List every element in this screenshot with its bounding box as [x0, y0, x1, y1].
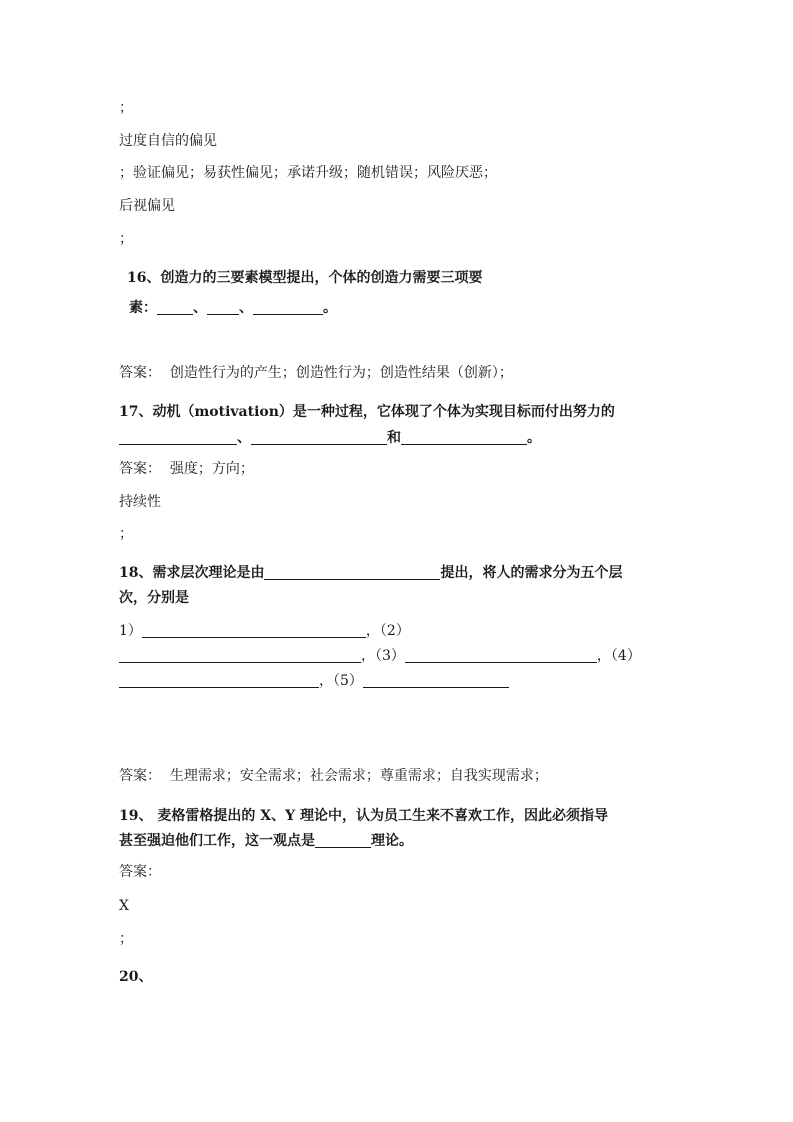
- semicolon-line: ；: [119, 100, 133, 116]
- bias-overconfidence: 过度自信的偏见: [119, 133, 217, 149]
- q18-item-3: ，（3）: [361, 648, 405, 664]
- answer-label: 答案：: [119, 768, 161, 784]
- q16-answer: [119, 363, 513, 383]
- q18-item-5: ，（5）: [319, 673, 363, 689]
- bias-hindsight: 后视偏见: [119, 198, 175, 214]
- q18-item-2: ，（2）: [365, 623, 410, 639]
- q16-question-cont: [129, 298, 337, 318]
- q18-blank-4: [119, 673, 319, 688]
- q19-answer-text: X: [119, 898, 129, 914]
- q17-end: 。: [527, 430, 541, 446]
- q16-sep: 、: [239, 300, 253, 316]
- q17-blank-3: [401, 430, 527, 445]
- q17-answer-cont: 持续性: [119, 494, 161, 510]
- q19-end: 理论。: [371, 833, 413, 849]
- semicolon-line: ；: [119, 931, 133, 947]
- q18-start: 18、需求层次理论是由: [119, 565, 265, 581]
- semicolon-line: ；: [119, 231, 133, 247]
- q18-blank-3: [405, 648, 597, 663]
- q18-question-cont: 次，分别是: [119, 590, 189, 606]
- semicolon-line: ；: [119, 526, 133, 542]
- q17-question: 17、动机（motivation）是一种过程，它体现了个体为实现目标而付出努力的: [119, 404, 615, 420]
- q19-blank: [315, 833, 371, 848]
- q16-prefix: 素：: [129, 300, 157, 316]
- answer-text: 生理需求；安全需求；社会需求；尊重需求；自我实现需求；: [169, 768, 548, 784]
- q16-blank-2: [207, 300, 239, 315]
- q19-question: 19、 麦格雷格提出的 X、Y 理论中，认为员工生来不喜欢工作，因此必须指导: [119, 808, 608, 824]
- q20-label: 20、: [119, 969, 153, 985]
- q16-blank-1: [157, 300, 193, 315]
- q19-answer-label: 答案：: [119, 864, 161, 880]
- q16-question: 16、创造力的三要素模型提出，个体的创造力需要三项要: [127, 270, 483, 286]
- q16-blank-3: [253, 300, 323, 315]
- q17-conj: 和: [387, 430, 401, 446]
- q19-question-cont: [119, 831, 413, 851]
- q19-start: 甚至强迫他们工作，这一观点是: [119, 833, 315, 849]
- answer-label: 答案：: [119, 461, 161, 477]
- q18-blank-5: [363, 673, 509, 688]
- q18-items-line-1: [119, 621, 410, 641]
- q17-answer: [119, 459, 254, 479]
- q18-answer: [119, 766, 548, 786]
- bias-list: ；验证偏见；易获性偏见；承诺升级；随机错误；风险厌恶；: [119, 165, 497, 181]
- q18-end: 提出，将人的需求分为五个层: [440, 565, 623, 581]
- q17-blank-2: [251, 430, 387, 445]
- q18-blank-author: [264, 565, 440, 580]
- q18-items-line-2: [119, 646, 641, 666]
- q17-blank-1: [119, 430, 237, 445]
- answer-text: 创造性行为的产生；创造性行为；创造性结果（创新）；: [169, 365, 513, 381]
- q18-item-4: ，（4）: [596, 648, 641, 664]
- q16-end: 。: [323, 300, 337, 316]
- q16-sep: 、: [193, 300, 207, 316]
- answer-text: 强度；方向；: [169, 461, 254, 477]
- q18-items-line-3: [119, 671, 509, 691]
- q18-question: [119, 563, 622, 583]
- answer-label: 答案：: [119, 365, 161, 381]
- q17-sep: 、: [237, 430, 251, 446]
- q18-blank-2: [119, 648, 361, 663]
- q18-item-1: 1）: [119, 623, 142, 639]
- q17-question-cont: [119, 428, 541, 448]
- q18-blank-1: [142, 623, 366, 638]
